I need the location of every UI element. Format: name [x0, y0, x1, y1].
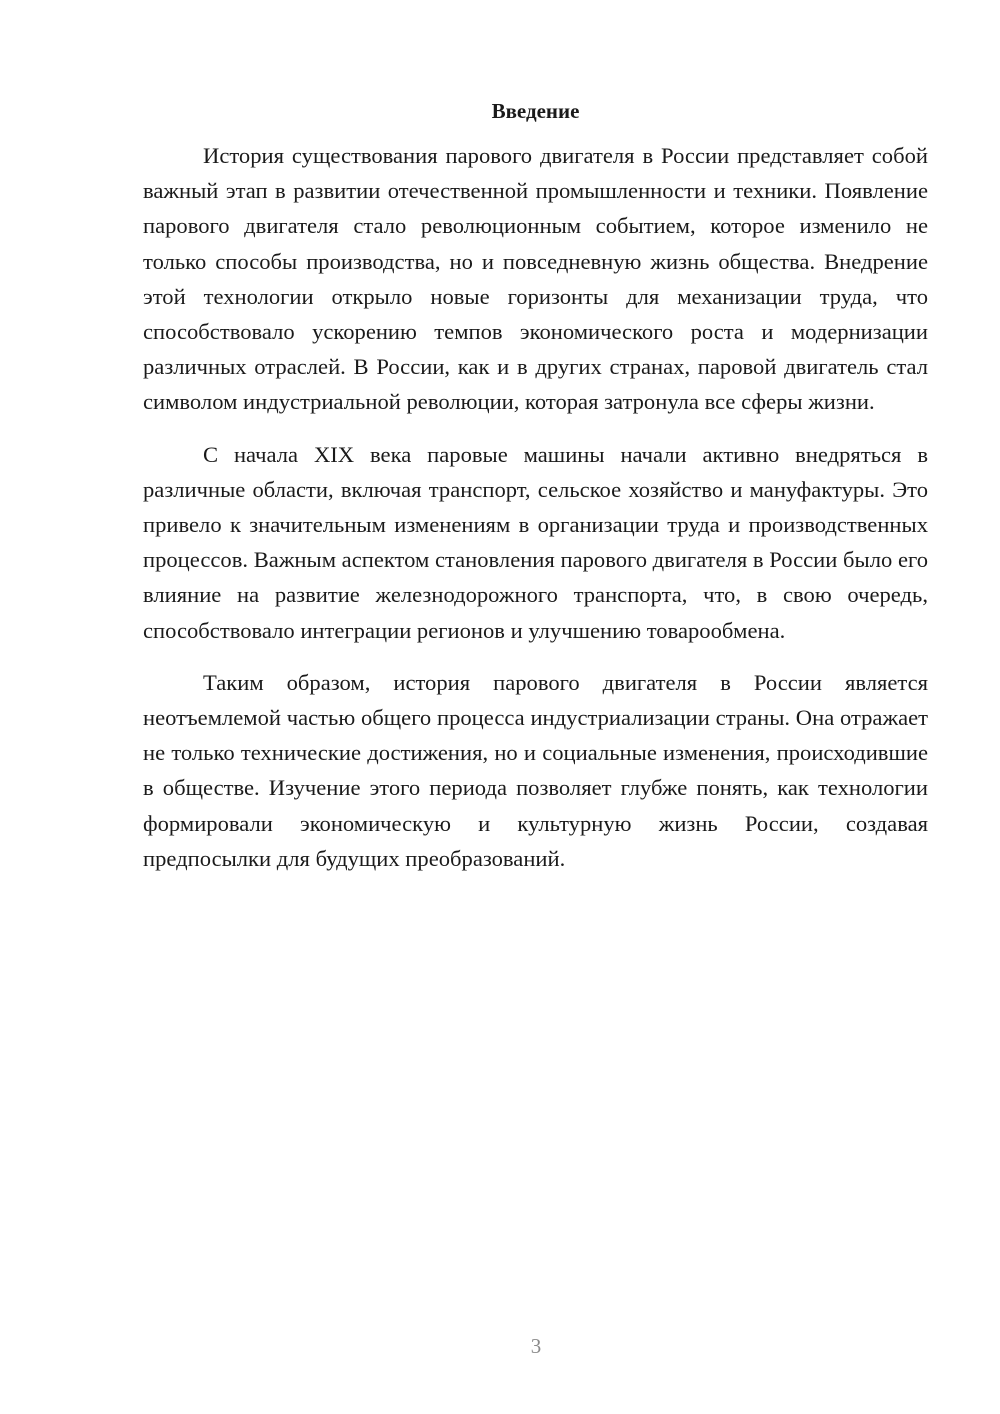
section-heading: Введение — [491, 99, 580, 123]
page-body — [143, 96, 928, 876]
paragraph-1: История существования парового двигателя в России представляет собой важный этап в развитии отечественной промышленности и техники. Появление парового двигателя стало революционным событием, которое изменило не только способы производства, но и повседневную жизнь общества. Внедрение этой технологии открыло новые горизонты для механизации труда, что способствовало ускорению темпов экономического роста и модернизации различных отраслей. В России, как и в других странах, паровой двигатель стал символом индустриальной революции, которая затронула все сферы жизни. — [143, 143, 928, 415]
paragraph-3: Таким образом, история парового двигателя в России является неотъемлемой частью общего процесса индустриализации страны. Она отражает не только технические достижения, но и социальные изменения, происходившие в обществе. Изучение этого периода позволяет глубже понять, как технологии формировали экономическую и культурную жизнь России, создавая предпосылки для будущих преобразований. — [143, 669, 928, 871]
page-number: 3 — [530, 1334, 542, 1358]
paragraph-2: С начала XIX века паровые машины начали активно внедряться в различные области, включая транспорт, сельское хозяйство и мануфактуры. Это привело к значительным изменениям в организации труда и производственных процессов. Важным аспектом становления парового двигателя в России было его влияние на развитие железнодорожного транспорта, что, в свою очередь, способствовало интеграции регионов и улучшению товарообмена. — [143, 441, 928, 643]
